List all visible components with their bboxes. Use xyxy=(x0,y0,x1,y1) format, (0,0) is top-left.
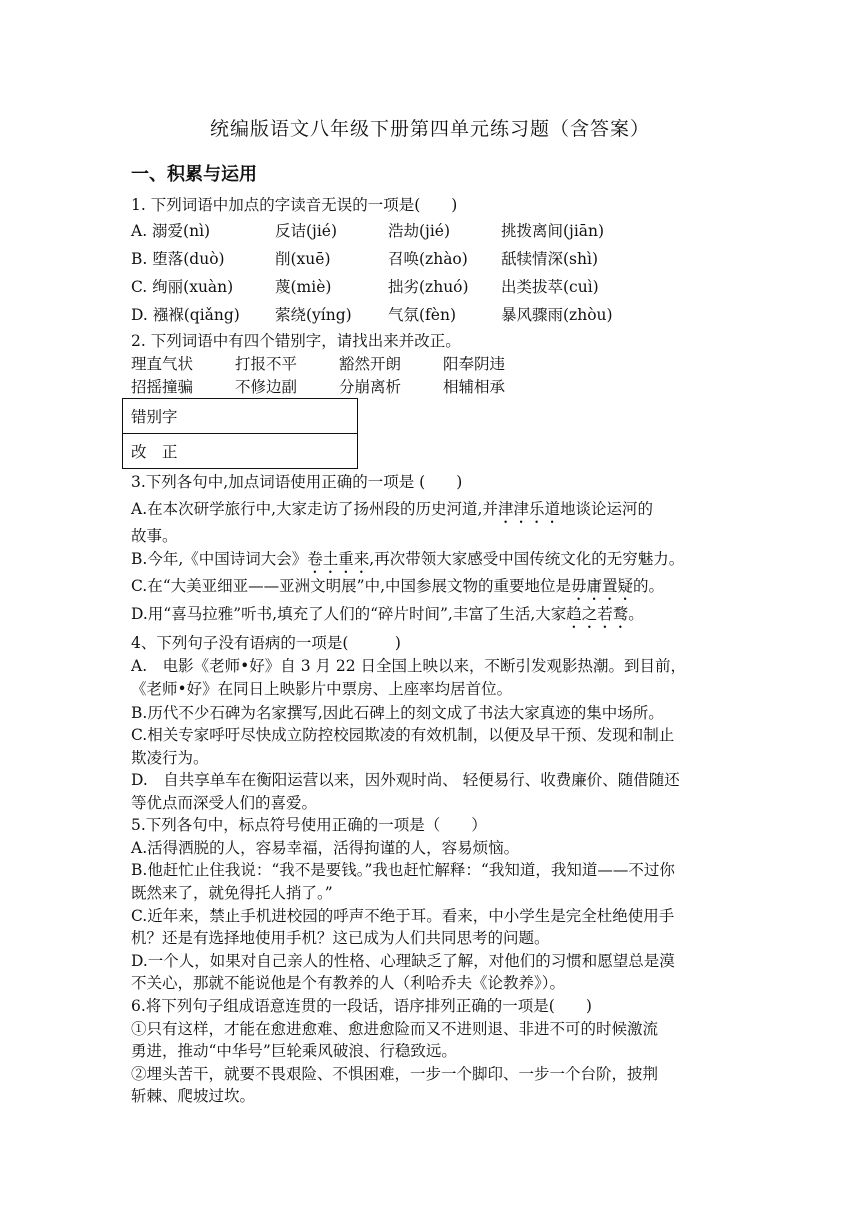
q6-line: 勇进，推动“中华号”巨轮乘风破浪、行稳致远。 xyxy=(131,1042,457,1060)
q5-line: C.近年来，禁止手机进校园的呼声不绝于耳。看来，中小学生是完全杜绝使用手 xyxy=(131,907,675,925)
wrong-char-cell: 错别字 xyxy=(123,399,358,434)
text: A.在本次研学旅行中,大家走访了扬州段的历史河道,并 xyxy=(131,500,498,518)
q3-option-d xyxy=(131,604,644,632)
q1-d-1: D. 襁褓(qiǎng) xyxy=(131,306,240,324)
q4-line: 等优点而深受人们的喜爱。 xyxy=(131,794,318,812)
q2-word-row-1 xyxy=(131,354,547,374)
q2-word: 不修边副 xyxy=(235,378,298,396)
text: D.用“喜马拉雅”听书,填充了人们的“碎片时间”,丰富了生活,大家 xyxy=(131,605,567,623)
q1-option-c xyxy=(131,277,599,297)
q2-stem: 2. 下列词语中有四个错别字，请找出来并改正。 xyxy=(131,332,461,350)
q2-word: 阳奉阴违 xyxy=(443,355,506,373)
q1-c-1: C. 绚丽(xuàn) xyxy=(131,278,234,296)
q1-c-2: 蔑(miè) xyxy=(275,278,332,296)
q6-line: ①只有这样，才能在愈进愈难、愈进愈险而又不进则退、非进不可的时候激流 xyxy=(131,1020,659,1038)
q5-stem: 5.下列各句中，标点符号使用正确的一项是（ ） xyxy=(131,816,487,834)
q2-word: 招摇撞骗 xyxy=(131,378,194,396)
q1-a-4: 挑拨离间(jiān) xyxy=(501,222,605,240)
q5-line: 既然来了，就免得托人捎了。” xyxy=(131,884,333,902)
q1-d-2: 萦绕(yíng) xyxy=(275,306,352,324)
correction-table xyxy=(122,398,358,469)
section-heading: 一、积累与运用 xyxy=(131,164,257,185)
correction-cell: 改 正 xyxy=(123,434,358,469)
q1-a-3: 浩劫(jié) xyxy=(388,222,451,240)
page-title: 统编版语文八年级下册第四单元练习题（含答案） xyxy=(209,118,650,140)
q2-word: 相辅相承 xyxy=(443,378,506,396)
q1-d-3: 气氛(fèn) xyxy=(388,306,456,324)
q2-word-row-2 xyxy=(131,377,547,397)
q1-b-3: 召唤(zhào) xyxy=(388,250,468,268)
q6-line: ②埋头苦干，就要不畏艰险、不惧困难，一步一个脚印、一步一个台阶，披荆 xyxy=(131,1065,659,1083)
q5-line: D.一个人，如果对自己亲人的性格、心理缺乏了解，对他们的习惯和愿望总是漠 xyxy=(131,952,675,970)
q4-line: B.历代不少石碑为名家撰写,因此石碑上的刻文成了书法大家真迹的集中场所。 xyxy=(131,704,664,722)
q2-word: 理直气状 xyxy=(131,355,194,373)
q1-c-4: 出类拔萃(cuì) xyxy=(501,278,599,296)
q2-word: 分崩离析 xyxy=(339,378,402,396)
q3-option-a xyxy=(131,499,653,527)
q5-line: A.活得洒脱的人，容易幸福，活得拘谨的人，容易烦恼。 xyxy=(131,839,520,857)
text: 的。 xyxy=(633,577,665,595)
q2-word: 打报不平 xyxy=(235,355,298,373)
q4-stem: 4、下列句子没有语病的一项是( ) xyxy=(131,634,401,652)
text: ,再次带领大家感受中国传统文化的无穷魅力。 xyxy=(369,550,685,568)
q3-stem xyxy=(131,472,462,492)
text: 地谈论运河的 xyxy=(560,500,654,518)
q1-option-d xyxy=(131,305,613,325)
q5-line: 机？还是有选择地使用手机？这已成为人们共同思考的问题。 xyxy=(131,929,550,947)
q1-stem: 1. 下列词语中加点的字读音无误的一项是( ) xyxy=(131,196,458,214)
dotted-phrase: 趋之若鹜 xyxy=(566,605,629,623)
dotted-phrase: 卷土重来 xyxy=(307,550,370,568)
q6-line: 斩棘、爬坡过坎。 xyxy=(131,1087,256,1105)
q1-b-2: 削(xuē) xyxy=(275,250,331,268)
q3-option-a-cont: 故事。 xyxy=(131,527,178,545)
q2-word: 豁然开朗 xyxy=(339,355,402,373)
q6-stem: 6.将下列句子组成语意连贯的一段话，语序排列正确的一项是( ) xyxy=(131,997,592,1015)
q4-line: C.相关专家呼吁尽快成立防控校园欺凌的有效机制，以便及早干预、发现和制止 xyxy=(131,726,675,744)
q3-option-c xyxy=(131,576,664,604)
dotted-phrase: 津津乐道 xyxy=(497,500,560,518)
q4-line: A. 电影《老师•好》自 3 月 22 日全国上映以来，不断引发观影热潮。到目前， xyxy=(131,657,687,675)
q1-a-1: A. 溺爱(nì) xyxy=(131,222,211,240)
q3-option-b xyxy=(131,549,684,577)
q1-d-4: 暴风骤雨(zhòu) xyxy=(501,306,613,324)
q5-line: 不关心，那就不能说他是个有教养的人（利哈乔夫《论教养》）。 xyxy=(131,974,566,992)
q3-stem-text: 3.下列各句中,加点词语使用正确的一项是 ( ) xyxy=(131,473,463,491)
q1-b-4: 舐犊情深(shì) xyxy=(501,250,598,268)
q1-b-1: B. 堕落(duò) xyxy=(131,250,225,268)
q4-line: D. 自共享单车在衡阳运营以来，因外观时尚、 轻便易行、收费廉价、随借随还 xyxy=(131,771,680,789)
q1-a-2: 反诘(jié) xyxy=(275,222,338,240)
q1-option-b xyxy=(131,249,598,269)
q4-line: 欺凌行为。 xyxy=(131,749,209,767)
text: 。 xyxy=(628,605,644,623)
q4-line: 《老师•好》在同日上映影片中票房、上座率均居首位。 xyxy=(131,680,513,698)
text: B.今年,《中国诗词大会》 xyxy=(131,550,308,568)
dotted-phrase: 毋庸置疑 xyxy=(571,577,634,595)
q5-line: B.他赶忙止住我说：“我不是要钱。”我也赶忙解释：“我知道，我知道——不过你 xyxy=(131,861,675,879)
text: C.在“大美亚细亚——亚洲文明展”中,中国参展文物的重要地位是 xyxy=(131,577,572,595)
q1-c-3: 拙劣(zhuó) xyxy=(388,278,469,296)
q1-option-a xyxy=(131,221,604,241)
